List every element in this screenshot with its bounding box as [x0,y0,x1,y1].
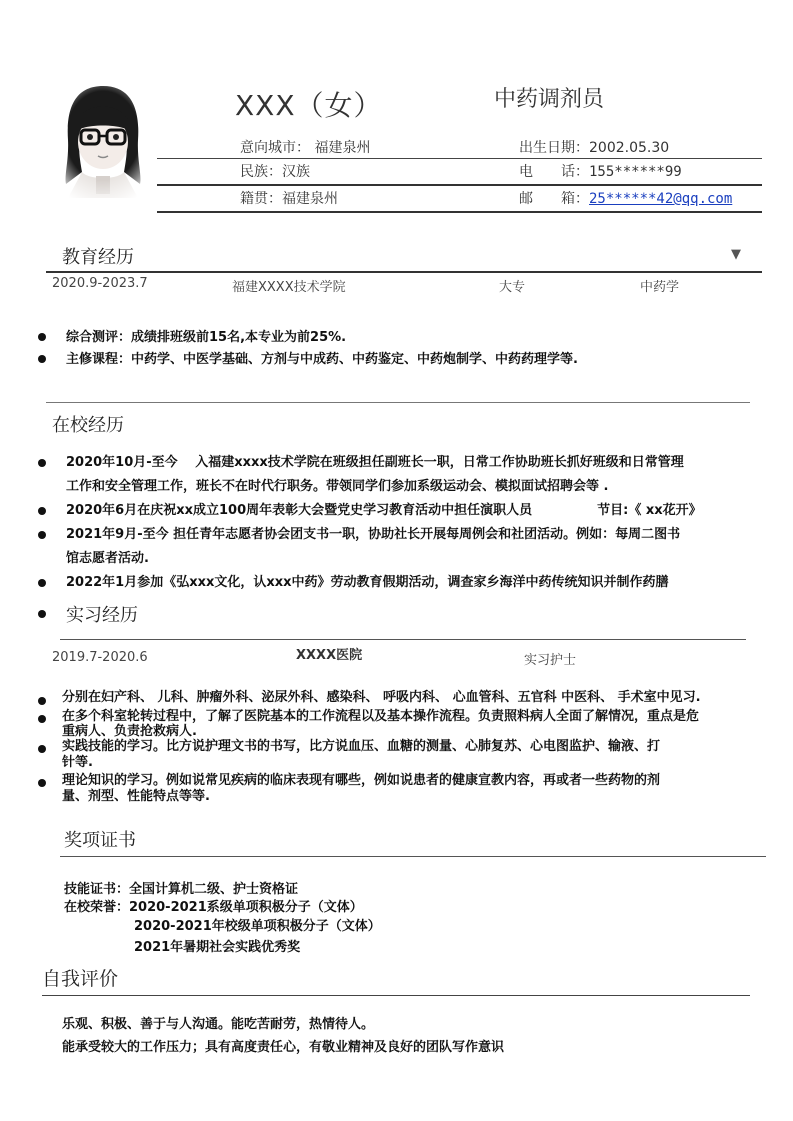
list-item: 2021年9月-至今 担任青年志愿者协会团支书一职，协助社长开展每周例会和社团活动。例如：每周二图书 [66,527,681,542]
bullet-icon [38,697,46,705]
campus-list [38,451,768,596]
list-item: 主修课程：中药学、中医学基础、方剂与中成药、中药鉴定、中药炮制学、中药药理学等. [66,352,578,367]
self-eval-title: 自我评价 [42,968,119,990]
phone [519,161,682,181]
email [519,188,732,208]
triangle-down-icon[interactable]: ▼ [731,247,741,262]
self-eval-line-1: 乐观、积极、善于与人沟通。能吃苦耐劳，热情待人。 [62,1017,375,1032]
list-item-continued: 针等. [62,755,93,770]
list-item-continued: 重病人、负责抢救病人. [62,724,197,739]
awards-title: 奖项证书 [64,830,136,851]
bullet-icon [38,531,46,539]
intended-city-value: 福建泉州 [314,140,371,156]
bullet-icon [38,333,46,341]
bullet-icon [38,579,46,587]
skills-certificates: 技能证书：全国计算机二级、护士资格证 [64,882,299,897]
campus-title: 在校经历 [52,415,124,436]
bullet-icon [38,715,46,723]
internship-hospital: XXXX医院 [296,648,363,663]
candidate-name: XXX（女） [235,89,383,122]
email-label: 邮 箱： [519,191,589,207]
education-divider [46,271,762,273]
list-item: 2022年1月参加《弘xxx文化，认xxx中药》劳动教育假期活动，调查家乡海洋中药传统知识并制作药膳 [66,575,669,590]
target-position: 中药调剂员 [494,87,605,112]
education-school: 福建XXXX技术学院 [232,280,346,295]
self-eval-line-2: 能承受较大的工作压力；具有高度责任心，有敬业精神及良好的团队写作意识 [62,1040,505,1055]
list-item: 综合测评：成绩排班级前15名,本专业为前25%. [66,330,347,345]
email-link[interactable]: 25******42@qq.com [589,191,733,207]
bullet-icon [38,779,46,787]
list-item: 在多个科室轮转过程中，了解了医院基本的工作流程以及基本操作流程。负责照料病人全面了解情况，重点是危 [62,709,700,724]
education-list [38,326,758,376]
honor-line: 在校荣誉：2020-2021系级单项积极分子（文体） [64,900,363,915]
education-title: 教育经历 [62,247,134,268]
bullet-icon [38,610,46,618]
bullet-icon [38,507,46,515]
list-item-continued: 工作和安全管理工作，班长不在时代行职务。带领同学们参加系级运动会、模拟面试招聘会等 . [66,479,609,494]
ethnicity: 民族：汉族 [240,164,310,180]
education-degree: 大专 [499,280,526,295]
bullet-icon [38,745,46,753]
intended-city-label: 意向城市： [240,140,310,156]
honor-line-3: 2021年暑期社会实践优秀奖 [134,940,301,955]
education-major: 中药学 [640,280,680,295]
internship-role: 实习护士 [524,653,577,668]
internship-dates: 2019.7-2020.6 [52,650,148,665]
header-divider-2 [157,184,762,186]
list-item-continued: 馆志愿者活动. [66,551,149,566]
list-item: 实践技能的学习。比方说护理文书的书写，比方说血压、血糖的测量、心肺复苏、心电图监护、输液、打 [62,739,661,754]
list-item: 分别在妇产科、 儿科、肿瘤外科、泌尿外科、感染科、 呼吸内科、 心血管科、五官科 中医科、 手术室中见习. [62,690,701,705]
internship-divider [60,639,746,640]
self-eval-divider [42,995,750,996]
honor-line-2: 2020-2021年校级单项积极分子（文体） [134,919,381,934]
campus-divider [46,402,750,403]
phone-label: 电 话： [519,164,589,180]
internship-title: 实习经历 [66,605,138,626]
list-item: 2020年6月在庆祝xx成立100周年表彰大会暨党史学习教育活动中担任演职人员 节目:《 xx花开》 [66,503,702,518]
internship-list [38,691,768,811]
education-dates: 2020.9-2023.7 [52,276,148,291]
awards-divider [60,856,766,857]
header-divider-1 [157,158,762,159]
phone-value: 155******99 [589,164,682,180]
list-item: 理论知识的学习。例如说常见疾病的临床表现有哪些，例如说患者的健康宣教内容，再或者一些药物的剂 [62,773,661,788]
birth-date: 出生日期：2002.05.30 [519,140,670,156]
native-place: 籍贯：福建泉州 [240,191,338,207]
bullet-icon [38,355,46,363]
intended-city [240,137,370,157]
list-item: 2020年10月-至今 入福建xxxx技术学院在班级担任副班长一职，日常工作协助班长抓好班级和日常管理 [66,455,684,470]
header-divider-3 [157,211,762,213]
bullet-icon [38,459,46,467]
avatar [52,80,154,204]
list-item-continued: 量、剂型、性能特点等等. [62,789,210,804]
